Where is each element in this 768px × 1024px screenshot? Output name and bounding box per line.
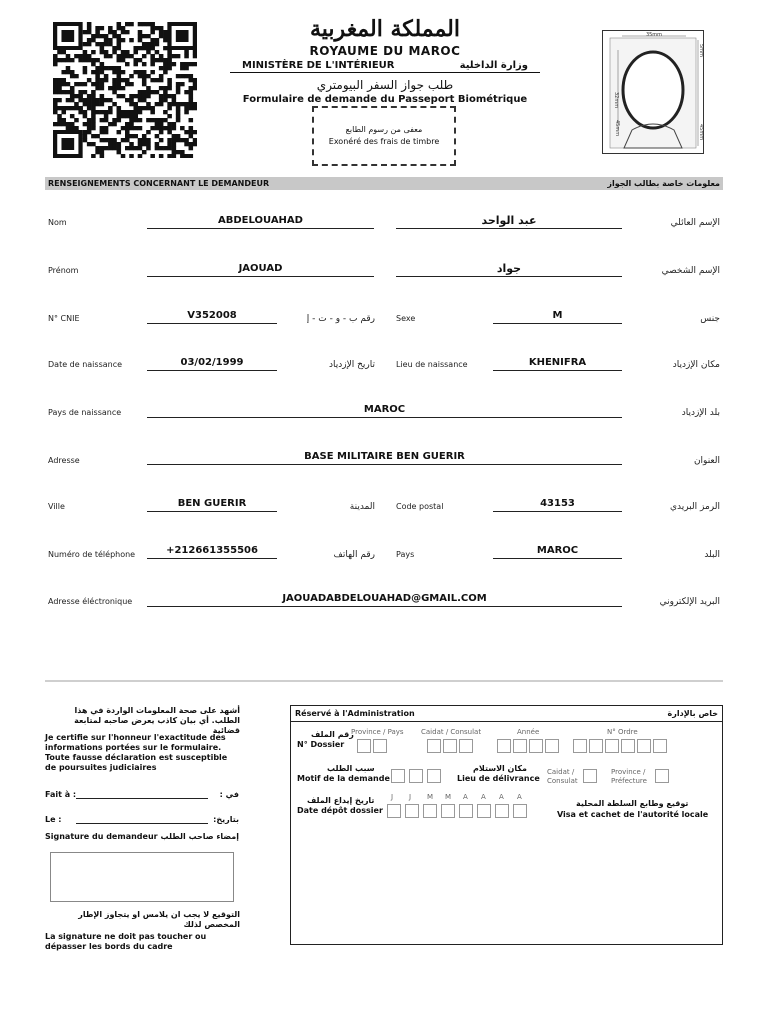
dossier-digit-box[interactable] — [357, 739, 371, 753]
photo-frame — [602, 30, 704, 154]
date-digit-box[interactable] — [477, 804, 491, 818]
cnie-label: N° CNIE — [48, 314, 80, 323]
phone-label: Numéro de téléphone — [48, 550, 136, 559]
declaration-arabic: أشهد على صحة المعلومات الواردة في هذا الطلب. أي بيان كاذب يعرض صاحبه لمتابعة قضائية — [74, 706, 240, 735]
photo-dim-height-right: 45mm — [698, 124, 704, 141]
lieu-label-arabic: مكان الاستلام — [473, 764, 527, 773]
ministry-french: MINISTÈRE DE L'INTÉRIEUR — [242, 60, 395, 71]
signature-note-french: La signature ne doit pas toucher ou dépasser les bords du cadre — [45, 932, 207, 951]
dossier-digit-box[interactable] — [545, 739, 559, 753]
prenom-label: Prénom — [48, 266, 79, 275]
dossier-digit-box[interactable] — [427, 739, 441, 753]
motif-box-2[interactable] — [409, 769, 423, 783]
lieu-label-french: Lieu de délivrance — [457, 774, 540, 783]
postal-code-field[interactable]: 43153 — [493, 498, 622, 512]
prenom-field[interactable]: JAOUAD — [147, 263, 374, 277]
date-letter-label: A — [499, 793, 504, 801]
province-box[interactable] — [655, 769, 669, 783]
date-digit-box[interactable] — [459, 804, 473, 818]
photo-dim-top: 5mm — [698, 44, 704, 57]
caidat-consulat-label: Caidat / Consulat — [547, 768, 578, 785]
dossier-digit-box[interactable] — [573, 739, 587, 753]
dossier-digit-box[interactable] — [513, 739, 527, 753]
cnie-field[interactable]: V352008 — [147, 310, 277, 324]
dossier-digit-box[interactable] — [605, 739, 619, 753]
admin-box — [290, 705, 723, 945]
admin-header — [291, 706, 722, 722]
admin-title-french: Réservé à l'Administration — [295, 709, 415, 718]
dossier-label-arabic: رقم الملف — [311, 730, 354, 739]
city-field[interactable]: BEN GUERIR — [147, 498, 277, 512]
declaration-french: Je certifie sur l'honneur l'exactitude des informations portées sur le formulaire. Toute fausse déclaration est susceptible de poursuites judiciaires — [45, 733, 228, 772]
date-letter-label: M — [445, 793, 452, 801]
signature-label: Signature du demandeur — [45, 832, 158, 841]
date-label-french: Date dépôt dossier — [297, 806, 383, 815]
sexe-label-arabic: جنس — [700, 314, 720, 324]
dossier-digit-box[interactable] — [621, 739, 635, 753]
date-letter-label: J — [409, 793, 412, 801]
nom-label: Nom — [48, 218, 67, 227]
col-province-label: Province / Pays — [351, 728, 404, 736]
date-letter-label: J — [391, 793, 394, 801]
dossier-digit-box[interactable] — [589, 739, 603, 753]
dossier-digit-box[interactable] — [459, 739, 473, 753]
date-label-arabic: تاريخ إيداع الملف — [307, 796, 375, 805]
ministry-arabic: وزارة الداخلية — [459, 60, 528, 71]
signature-note-arabic: التوقيع لا يجب ان يلامس او يتجاوز الإطار المخصص لذلك — [78, 910, 240, 929]
dossier-digit-box[interactable] — [497, 739, 511, 753]
address-label: Adresse — [48, 456, 80, 465]
birthplace-label: Lieu de naissance — [396, 360, 468, 369]
date-letter-label: A — [481, 793, 486, 801]
photo-dim-face: 32mm — [613, 92, 619, 109]
birthdate-field[interactable]: 03/02/1999 — [147, 357, 277, 371]
section-title-french: RENSEIGNEMENTS CONCERNANT LE DEMANDEUR — [48, 179, 270, 188]
phone-field[interactable]: +212661355506 — [147, 545, 277, 559]
nom-arabic-field[interactable]: عبد الواحد — [396, 215, 622, 229]
fait-field[interactable] — [76, 798, 208, 799]
sexe-label: Sexe — [396, 314, 416, 323]
kingdom-arabic: المملكة المغربية — [310, 16, 460, 42]
admin-title-arabic: خاص بالإدارة — [667, 709, 718, 718]
address-field[interactable]: BASE MILITAIRE BEN GUERIR — [147, 451, 622, 465]
caidat-box[interactable] — [583, 769, 597, 783]
date-digit-box[interactable] — [441, 804, 455, 818]
stamp-french: Exonéré des frais de timbre — [328, 137, 440, 146]
dossier-digit-box[interactable] — [443, 739, 457, 753]
date-digit-box[interactable] — [423, 804, 437, 818]
le-field[interactable] — [76, 823, 208, 824]
motif-label-french: Motif de la demande — [297, 774, 390, 783]
fait-label: Fait à : — [45, 790, 77, 799]
cnie-label-arabic: رقم ب - و - ت - إ — [306, 314, 375, 324]
birthplace-field[interactable]: KHENIFRA — [493, 357, 622, 371]
section-header — [45, 177, 723, 190]
date-letter-label: M — [427, 793, 434, 801]
postal-code-label-arabic: الرمز البريدي — [669, 502, 720, 512]
form-title-arabic: طلب جواز السفر البيومتري — [316, 78, 454, 92]
email-field[interactable]: JAOUADABDELOUAHAD@GMAIL.COM — [147, 593, 622, 607]
col-annee-label: Année — [517, 728, 540, 736]
signature-label-arabic: إمضاء صاحب الطلب — [160, 832, 239, 841]
date-digit-box[interactable] — [495, 804, 509, 818]
visa-label-french: Visa et cachet de l'autorité locale — [557, 810, 709, 819]
date-digit-box[interactable] — [387, 804, 401, 818]
col-ordre-label: N° Ordre — [607, 728, 638, 736]
birthplace-label-arabic: مكان الإزدياد — [672, 360, 720, 370]
signature-box[interactable] — [50, 852, 234, 902]
birthdate-label: Date de naissance — [48, 360, 123, 369]
visa-label-arabic: توقيع وطابع السلطة المحلية — [576, 799, 689, 808]
fait-label-arabic: في : — [219, 790, 239, 799]
birth-country-field[interactable]: MAROC — [147, 404, 622, 418]
address-label-arabic: العنوان — [693, 456, 720, 466]
prenom-label-arabic: الإسم الشخصي — [661, 266, 720, 276]
province-prefecture-label: Province / Préfecture — [611, 768, 647, 785]
birthdate-label-arabic: تاريخ الإزدياد — [328, 360, 375, 370]
motif-box-3[interactable] — [427, 769, 441, 783]
dossier-digit-box[interactable] — [529, 739, 543, 753]
postal-code-label: Code postal — [396, 502, 444, 511]
qr-code — [53, 22, 197, 158]
sexe-field[interactable]: M — [493, 310, 622, 324]
photo-template-icon — [602, 30, 704, 154]
date-letter-label: A — [463, 793, 468, 801]
dossier-digit-box[interactable] — [373, 739, 387, 753]
form-title-french: Formulaire de demande du Passeport Biométrique — [242, 94, 528, 105]
dossier-digit-box[interactable] — [653, 739, 667, 753]
dossier-digit-box[interactable] — [637, 739, 651, 753]
nom-field[interactable]: ABDELOUAHAD — [147, 215, 374, 229]
city-label-arabic: المدينة — [349, 502, 375, 512]
dossier-label-french: N° Dossier — [297, 740, 345, 749]
date-digit-box[interactable] — [513, 804, 527, 818]
stamp-arabic: معفى من رسوم الطابع — [345, 125, 423, 134]
date-digit-box[interactable] — [405, 804, 419, 818]
motif-label-arabic: سبب الطلب — [327, 764, 375, 773]
country-field[interactable]: MAROC — [493, 545, 622, 559]
le-label: Le : — [45, 815, 62, 824]
city-label: Ville — [48, 502, 65, 511]
photo-dim-height-left: 45mm — [614, 120, 620, 137]
email-label: Adresse éléctronique — [48, 597, 133, 606]
le-label-arabic: بتاريخ: — [213, 815, 239, 824]
ministry-line — [230, 60, 540, 73]
date-letter-label: A — [517, 793, 522, 801]
section-divider — [45, 680, 723, 682]
phone-label-arabic: رقم الهاتف — [333, 550, 375, 560]
country-label: Pays — [396, 550, 415, 559]
prenom-arabic-field[interactable]: جواد — [396, 263, 622, 277]
section-title-arabic: معلومات خاصة بطالب الجواز — [607, 179, 720, 188]
col-caidat-label: Caidat / Consulat — [421, 728, 482, 736]
nom-label-arabic: الإسم العائلي — [670, 218, 720, 228]
stamp-box — [312, 106, 456, 166]
email-label-arabic: البريد الإلكتروني — [659, 597, 720, 607]
birth-country-label-arabic: بلد الإزدياد — [681, 408, 720, 418]
country-label-arabic: البلد — [704, 550, 720, 560]
kingdom-french: ROYAUME DU MAROC — [309, 44, 461, 58]
motif-box-1[interactable] — [391, 769, 405, 783]
birth-country-label: Pays de naissance — [48, 408, 122, 417]
header-block — [230, 16, 540, 105]
photo-dim-width: 35mm — [645, 32, 663, 38]
